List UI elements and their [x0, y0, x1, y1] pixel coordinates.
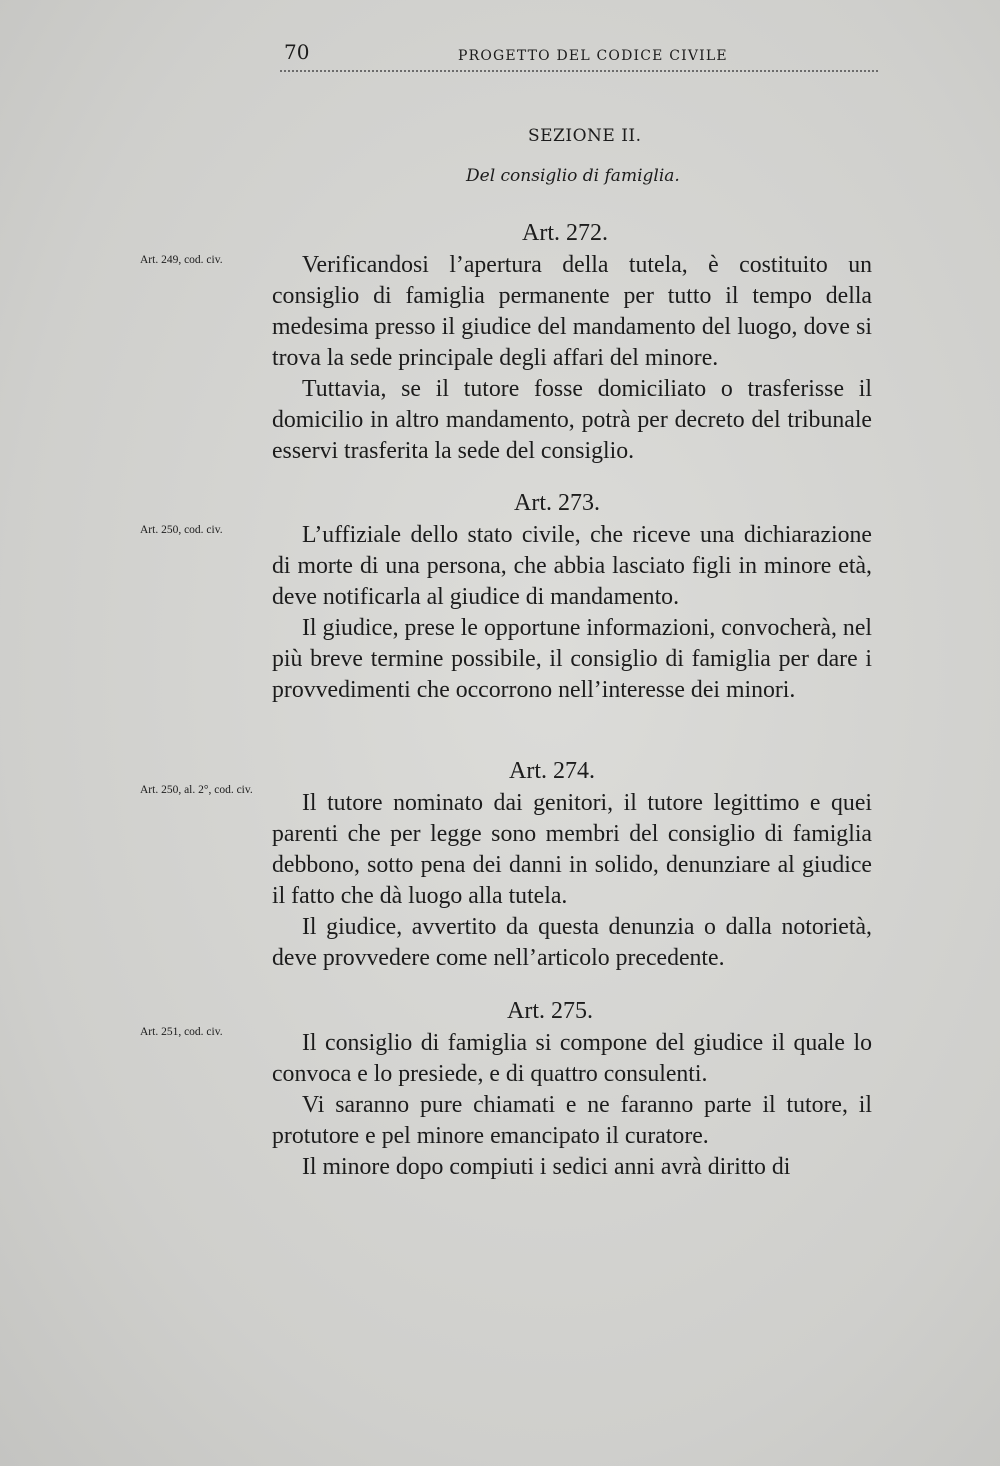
running-title: PROGETTO DEL CODICE CIVILE: [458, 48, 728, 64]
paragraph: Il minore dopo compiuti i sedici anni avrà diritto di: [302, 1154, 791, 1180]
paragraph: L’uffiziale dello stato civile, che riceve una dichiarazione di morte di una persona, che abbia lasciato figli in minore età, deve notificarla al giudice di mandamento.: [272, 522, 872, 610]
paragraph: Il giudice, avvertito da questa denunzia o dalla notorietà, deve provvedere come nell’articolo precedente.: [272, 914, 872, 971]
paragraph: Vi saranno pure chiamati e ne faranno parte il tutore, il protutore e pel minore emancipato il curatore.: [272, 1092, 872, 1149]
page-header: [280, 40, 880, 70]
section-title: SEZIONE II.: [528, 126, 642, 146]
margin-note: Art. 249, cod. civ.: [140, 254, 223, 266]
article-heading: Art. 274.: [509, 758, 595, 784]
paragraph: Il giudice, prese le opportune informazioni, convocherà, nel più breve termine possibile, il consiglio di famiglia per dare i provvedimenti che occorrono nell’interesse dei minori.: [272, 615, 872, 703]
margin-note: Art. 250, cod. civ.: [140, 524, 223, 536]
header-rule: [280, 70, 878, 72]
paragraph: Tuttavia, se il tutore fosse domiciliato o trasferisse il domicilio in altro mandamento, potrà per decreto del tribunale esservi trasferita la sede del consiglio.: [272, 376, 872, 464]
section-subtitle: Del consiglio di famiglia.: [466, 166, 680, 186]
paragraph: Verificandosi l’apertura della tutela, è costituito un consiglio di famiglia permanente per tutto il tempo della medesima presso il giudice del mandamento del luogo, dove si trova la sede principale degli affari del minore.: [272, 252, 872, 371]
margin-note: Art. 250, al. 2°, cod. civ.: [140, 784, 253, 796]
article-body: [272, 250, 872, 467]
paragraph: Il consiglio di famiglia si compone del giudice il quale lo convoca e lo presiede, e di quattro consulenti.: [272, 1030, 872, 1087]
article-body: [272, 1028, 872, 1183]
article-heading: Art. 273.: [514, 490, 600, 516]
page-number: 70: [284, 40, 310, 64]
paragraph: Il tutore nominato dai genitori, il tutore legittimo e quei parenti che per legge sono membri del consiglio di famiglia debbono, sotto pena dei danni in solido, denunziare al giudice il fatto che dà luogo alla tutela.: [272, 790, 872, 909]
article-heading: Art. 275.: [507, 998, 593, 1024]
article-body: [272, 788, 872, 974]
margin-note: Art. 251, cod. civ.: [140, 1026, 223, 1038]
article-body: [272, 520, 872, 706]
article-heading: Art. 272.: [522, 220, 608, 246]
